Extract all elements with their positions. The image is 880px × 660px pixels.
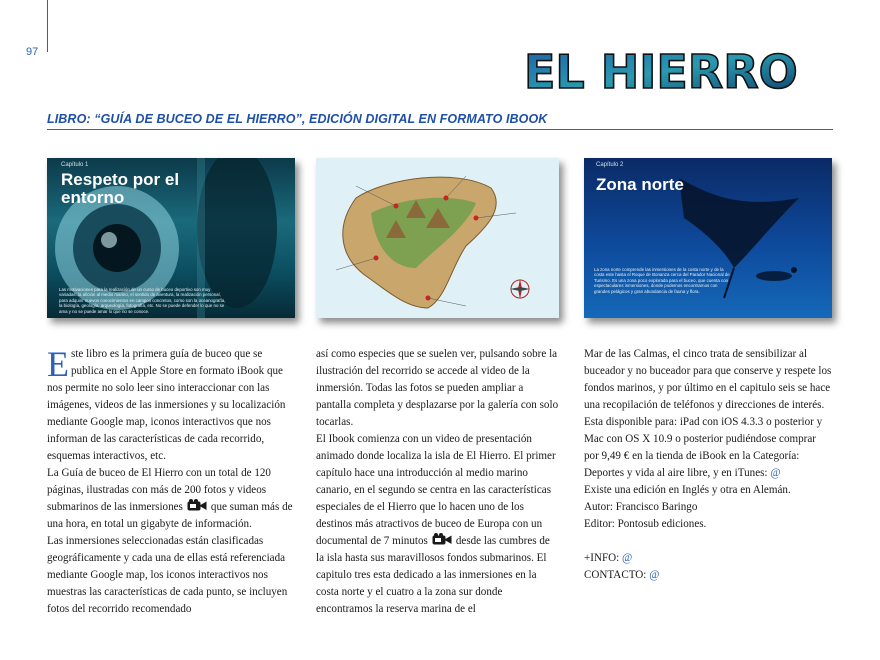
contact-label: CONTACTO: (584, 569, 647, 581)
headline-rule (47, 129, 833, 130)
text-column-2 (316, 346, 559, 618)
paragraph: Las inmersiones seleccionadas están clasificadas geográficamente y cada una de ellas está referenciada mediante Google map, los iconos interactivos nos muestras las características de cada punto, se incluyen fotos del recorrido recomendado (47, 535, 288, 615)
contact-line (584, 567, 832, 584)
video-camera-icon[interactable] (187, 499, 207, 512)
ibook-screen-zona-norte (584, 158, 832, 318)
author-line: Autor: Francisco Baringo (584, 501, 698, 513)
paragraph-text: que suman más de una hora, en total un gigabyte de información. (47, 501, 293, 530)
contact-link[interactable]: @ (649, 569, 660, 581)
screen-title: Respeto por el entorno (61, 170, 180, 207)
paragraph-text: La Guía de buceo de El Hierro con un total de 120 páginas, ilustradas con más de 200 fotos y videos submarinos de las inmersiones (47, 467, 271, 513)
paragraph: Mar de las Calmas, el cinco trata de sensibilizar al buceador y no buceador para que conserve y respete los fondos marinos, y por último en el capitulo seis se hace una recopilación de teléfonos y direcciones de interés. (584, 348, 832, 411)
brand-title-logo (524, 38, 834, 98)
paragraph: Existe una edición en Inglés y otra en Alemán. (584, 484, 791, 496)
paragraph: así como especies que se suelen ver, pulsando sobre la ilustración del recorrido se accede al video de la inmersión. Todas las fotos se pueden ampliar a pantalla completa y desplazarse por la galería con solo tocarlas. (316, 348, 559, 428)
brand-title-art (524, 38, 834, 98)
brand-title-text: EL HIERRO (524, 45, 798, 98)
drop-cap: E (47, 344, 69, 384)
video-camera-icon[interactable] (432, 533, 452, 546)
paragraph (47, 465, 295, 533)
screen-title: Zona norte (596, 175, 684, 194)
text-column-3 (584, 346, 832, 584)
text-column-1 (47, 346, 295, 618)
compass-rose-icon (509, 278, 531, 300)
editor-line: Editor: Pontosub ediciones. (584, 518, 707, 530)
paragraph-text: Esta disponible para: iPad con iOS 4.3.3 o posterior y Mac con OS X 10.9 o posterior pudiéndose comprar por 9,49 € en la tienda de iBook en la Categoría: Deportes y vida al aire libre, y en iTunes: (584, 416, 823, 479)
ibook-screen-respeto (47, 158, 295, 318)
screen-chapter-label: Capítulo 2 (596, 162, 624, 168)
page-number: 97 (26, 46, 39, 58)
info-label: +INFO: (584, 552, 620, 564)
ibook-screen-zonas (316, 158, 559, 318)
paragraph (47, 346, 295, 465)
screen-caption: La zona norte comprende las inmersiones de la costa norte y de la costa este hasta el Roque de Bonanza cerca del Parador Nacional de Turismo. Es una zona poco explorada para el buceo, que cuenta con espectaculares inmersiones, donde podemos encontrarnos con grandes pelágicos y gran abundancia de fauna y flora. (594, 266, 730, 294)
paragraph-text: desde las cumbres de la isla hasta sus maravillosos fondos submarinos. El capitulo tres esta dedicado a las inmersiones en la costa norte y el cuatro a la zona sur donde encontramos la reserva marina de el (316, 535, 550, 615)
paragraph (584, 414, 832, 482)
paragraph-text: ste libro es la primera guía de buceo que se publica en el Apple Store en formato iBook que nos permite no solo leer sino interaccionar con las imágenes, videos de las inmersiones y su localización mediante Google map, iconos interactivos que nos informan de las características de cada recorrido, esquemas interactivos, etc. (47, 348, 286, 462)
article-headline: LIBRO: “GUÍA DE BUCEO DE EL HIERRO”, EDICIÓN DIGITAL EN FORMATO IBOOK (47, 112, 548, 126)
spacer (584, 533, 832, 550)
itunes-link[interactable]: @ (770, 467, 781, 479)
screen-chapter-label: Capítulo 1 (61, 162, 89, 168)
paragraph (316, 431, 559, 618)
info-link[interactable]: @ (622, 552, 633, 564)
screen-caption: Las motivaciones para la realización de un curso de buceo deportivo son muy variadas: la afición al medio marino, el sentido de aventura, la realización personal, para adquirir nuevos conocimientos en campos concretos, como son la oceanografía, la biología, geología, arqueología, fotografía, etc. No se puede defender lo que no se ama y no se puede amar lo que no se conoce. (59, 286, 226, 314)
info-line (584, 550, 832, 567)
margin-rule (47, 0, 48, 52)
paragraph-text: El Ibook comienza con un video de presentación animado donde localiza la isla de El Hierro. El primer capítulo hace una introducción al medio marino canario, en el segundo se centra en las características especiales de el Hierro que lo hacen uno de los destinos más atractivos de buceo de Europa con un documental de 7 minutos (316, 433, 556, 547)
